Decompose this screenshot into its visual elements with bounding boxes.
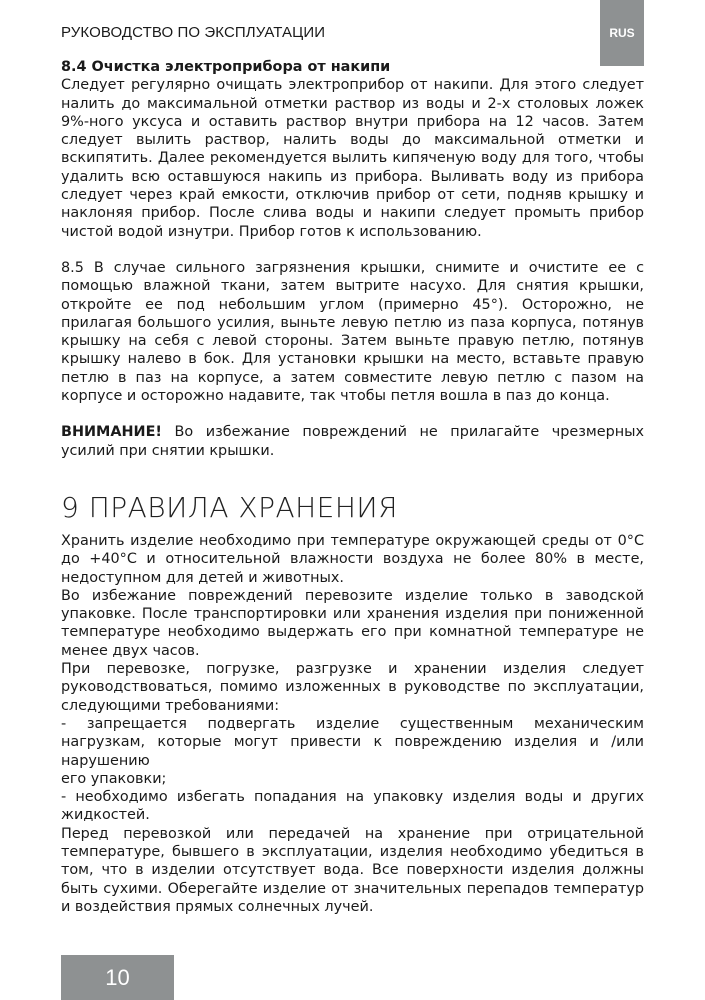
language-badge: RUS	[600, 0, 644, 66]
storage-paragraph-3: При перевозке, погрузке, разгрузке и хранении изделия следует руководствоваться, помимо изложенных в руководстве по эксплуатации, следующими требованиями:	[61, 661, 644, 714]
warning-text: Во избежание повреждений не прилагайте чрезмерных усилий при снятии крышки.	[61, 424, 644, 459]
storage-list-item-1-cont: его упаковки;	[61, 770, 167, 787]
section-8-5-text: 8.5 В случае сильного загрязнения крышки, снимите и очистите ее с помощью влажной ткани, затем вытрите насухо. Для снятия крышки, откройте ее под небольшим углом (примерно 45°). Осторожно, не прилагая большого усилия, выньте левую петлю из паза корпуса, потянув крышку на себя с левой стороны. Затем выньте правую петлю, потянув крышку налево в бок. Для установки крышки на место, вставьте правую петлю в паз на корпусе, а затем совместите левую петлю с пазом на корпусе и осторожно надавите, так чтобы петля вошла в паз до конца.	[61, 259, 644, 405]
chapter-9-title: 9 ПРАВИЛА ХРАНЕНИЯ	[61, 490, 399, 524]
page-content	[61, 58, 644, 916]
storage-list-item-2: - необходимо избегать попадания на упаковку изделия воды и других жидкостей.	[61, 789, 644, 824]
storage-paragraph-4: Перед перевозкой или передачей на хранение при отрицательной температуре, бывшего в эксплуатации, изделия необходимо убедиться в том, что в изделии отсутствует вода. Все поверхности изделия должны быть сухими. Оберегайте изделие от значительных перепадов температур и воздействия прямых солнечных лучей.	[61, 825, 644, 915]
page-number: 10	[61, 955, 174, 1000]
header-title: РУКОВОДСТВО ПО ЭКСПЛУАТАЦИИ	[61, 24, 326, 41]
storage-paragraph-1: Хранить изделие необходимо при температуре окружающей среды от 0°C до +40°C и относительной влажности воздуха не более 80% в месте, недоступном для детей и животных.	[61, 532, 644, 586]
storage-paragraph-2: Во избежание повреждений перевозите изделие только в заводской упаковке. После транспортировки или хранения изделия при пониженной температуре необходимо выдержать его при комнатной температуре не менее двух часов.	[61, 587, 644, 659]
section-8-4-title: 8.4 Очистка электроприбора от накипи	[61, 59, 391, 75]
storage-list-item-1: - запрещается подвергать изделие существенным механическим нагрузкам, которые могут привести к повреждению изделия и /или нарушению	[61, 715, 644, 769]
section-8-4-text: Следует регулярно очищать электроприбор от накипи. Для этого следует налить до максимальной отметки раствор из воды и 2-х столовых ложек 9%-ного уксуса и оставить раствор внутри прибора на 12 часов. Затем следует вылить раствор, налить воды до максимальной отметки и вскипятить. Далее рекомендуется вылить кипяченую воду для того, чтобы удалить всю оставшуюся накипь из прибора. Выливать воду из прибора следует через край емкости, отключив прибор от сети, подняв крышку и наклоняя прибор. После слива воды и накипи следует промыть прибор чистой водой изнутри. Прибор готов к использованию.	[61, 77, 644, 240]
warning-label: ВНИМАНИЕ!	[61, 424, 162, 441]
warning-paragraph	[61, 423, 644, 460]
